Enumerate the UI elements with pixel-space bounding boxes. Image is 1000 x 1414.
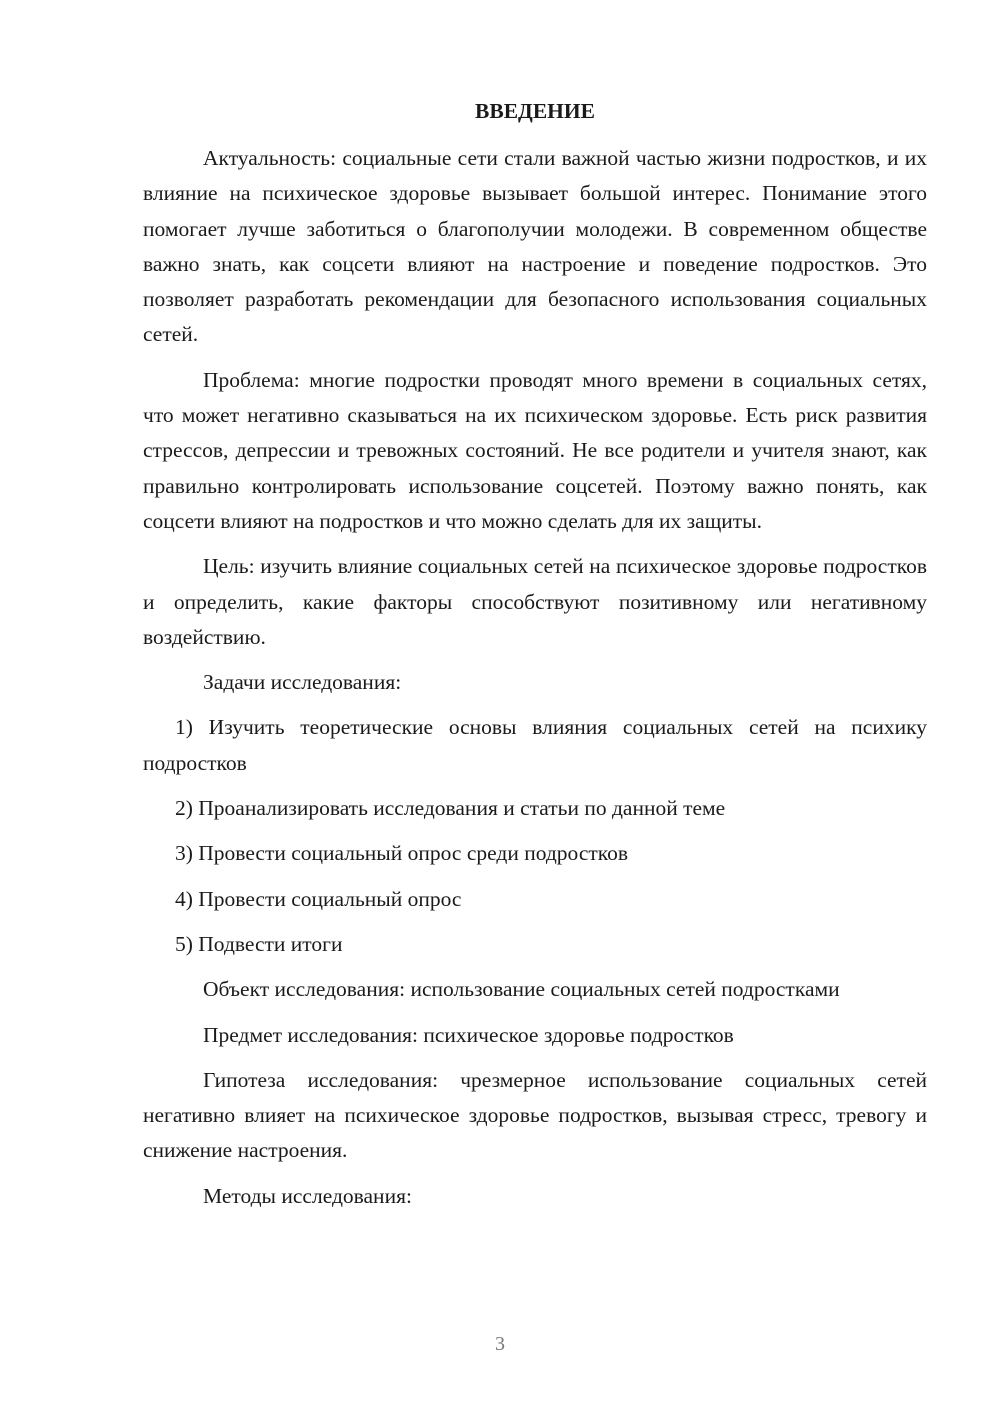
subject-paragraph: Предмет исследования: психическое здоровье подростков (203, 1022, 734, 1047)
object-paragraph: Объект исследования: использование социальных сетей подростками (203, 977, 840, 1002)
tasks-heading: Задачи исследования: (203, 670, 402, 695)
task-item-2: 2) Проанализировать исследования и статьи по данной теме (175, 796, 726, 821)
task-item-4: 4) Провести социальный опрос (175, 886, 462, 911)
methods-heading: Методы исследования: (203, 1183, 412, 1208)
goal-paragraph: Цель: изучить влияние социальных сетей на психическое здоровье подростков и определить, какие факторы способствуют позитивному или негативному воздействию. (143, 554, 927, 649)
problem-paragraph: Проблема: многие подростки проводят много времени в социальных сетях, что может негативно сказываться на их психическом здоровье. Есть риск развития стрессов, депрессии и тревожных состояний. Не все родители и учителя знают, как правильно контролировать использование соцсетей. Поэтому важно понять, как соцсети влияют на подростков и что можно сделать для их защиты. (143, 367, 927, 533)
task-item-1: 1) Изучить теоретические основы влияния социальных сетей на психику подростков (143, 715, 927, 775)
task-item-3: 3) Провести социальный опрос среди подростков (175, 841, 629, 866)
task-item-5: 5) Подвести итоги (175, 931, 343, 956)
relevance-paragraph: Актуальность: социальные сети стали важной частью жизни подростков, и их влияние на психическое здоровье вызывает большой интерес. Понимание этого помогает лучше заботиться о благополучии молодежи. В современном обществе важно знать, как соцсети влияют на настроение и поведение подростков. Это позволяет разработать рекомендации для безопасного использования социальных сетей. (143, 146, 927, 347)
page-number: 3 (495, 1333, 505, 1355)
section-title: ВВЕДЕНИЕ (475, 99, 595, 123)
hypothesis-paragraph: Гипотеза исследования: чрезмерное использование социальных сетей негативно влияет на психическое здоровье подростков, вызывая стресс, тревогу и снижение настроения. (143, 1067, 927, 1163)
document-page (143, 96, 927, 1224)
